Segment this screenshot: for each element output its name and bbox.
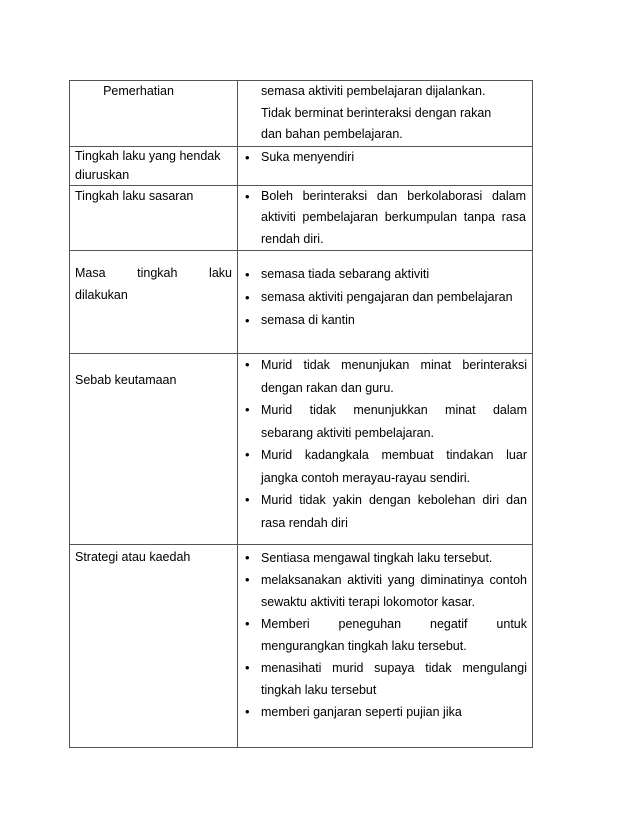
table-row bbox=[70, 81, 533, 147]
row-label: dilakukan bbox=[75, 287, 128, 302]
row-label-cell bbox=[70, 251, 238, 354]
row-content-cell bbox=[238, 81, 533, 147]
list-item: • Suka menyendiri bbox=[243, 147, 527, 169]
content-line: Tidak berminat berinteraksi dengan rakan bbox=[261, 105, 492, 120]
list-item: • Sentiasa mengawal tingkah laku tersebut. bbox=[243, 547, 527, 569]
behaviour-plan-table bbox=[69, 80, 533, 748]
table-row bbox=[70, 545, 533, 748]
row-label-cell bbox=[70, 185, 238, 251]
content-line: semasa aktiviti pembelajaran dijalankan. bbox=[261, 84, 486, 98]
row-label-cell bbox=[70, 81, 238, 147]
row-label: Strategi atau kaedah bbox=[75, 550, 191, 564]
bullet-list bbox=[243, 186, 526, 251]
row-label: Pemerhatian bbox=[103, 84, 174, 98]
bullet-list bbox=[243, 354, 527, 534]
content-line: dan bahan pembelajaran. bbox=[261, 127, 403, 141]
table-row bbox=[70, 146, 533, 185]
row-label: Sebab keutamaan bbox=[75, 373, 177, 387]
row-content-cell bbox=[238, 146, 533, 185]
list-item: • menasihati murid supaya tidak mengulangi tingkah laku tersebut bbox=[243, 657, 527, 701]
list-item: • memberi ganjaran seperti pujian jika bbox=[243, 701, 527, 723]
bullet-list bbox=[243, 263, 527, 332]
list-item: • Memberi peneguhan negatif untuk mengurangkan tingkah laku tersebut. bbox=[243, 613, 527, 657]
label-word: tingkah bbox=[137, 266, 178, 280]
row-label-cell bbox=[70, 354, 238, 545]
row-content-cell bbox=[238, 185, 533, 251]
row-label-cell bbox=[70, 545, 238, 748]
row-content-cell bbox=[238, 251, 533, 354]
list-item: • Murid tidak menunjukkan minat dalam sebarang aktiviti pembelajaran. bbox=[243, 399, 527, 444]
bullet-list bbox=[243, 547, 527, 723]
list-item: • Boleh berinteraksi dan berkolaborasi dalam aktiviti pembelajaran berkumpulan tanpa rasa rendah diri. bbox=[243, 186, 526, 251]
list-item: • Murid kadangkala membuat tindakan luar jangka contoh merayau-rayau sendiri. bbox=[243, 444, 527, 489]
table-row bbox=[70, 354, 533, 545]
row-label: diuruskan bbox=[75, 167, 130, 182]
row-label: Tingkah laku yang hendak bbox=[75, 148, 221, 163]
label-word: Masa bbox=[75, 266, 106, 280]
row-content-cell bbox=[238, 545, 533, 748]
row-content-cell bbox=[238, 354, 533, 545]
label-word: laku bbox=[209, 266, 232, 280]
list-item: • semasa aktiviti pengajaran dan pembelajaran bbox=[243, 286, 527, 309]
bullet-list bbox=[243, 147, 527, 169]
table-row bbox=[70, 185, 533, 251]
row-label bbox=[75, 263, 232, 285]
list-item: • semasa di kantin bbox=[243, 309, 527, 332]
row-label: Tingkah laku sasaran bbox=[75, 188, 194, 203]
table-row bbox=[70, 251, 533, 354]
list-item: • semasa tiada sebarang aktiviti bbox=[243, 263, 527, 286]
row-label-cell bbox=[70, 146, 238, 185]
list-item: • melaksanakan aktiviti yang diminatinya contoh sewaktu aktiviti terapi lokomotor kasar. bbox=[243, 569, 527, 613]
list-item: • Murid tidak menunjukan minat berinteraksi dengan rakan dan guru. bbox=[243, 354, 527, 399]
list-item: • Murid tidak yakin dengan kebolehan diri dan rasa rendah diri bbox=[243, 489, 527, 534]
